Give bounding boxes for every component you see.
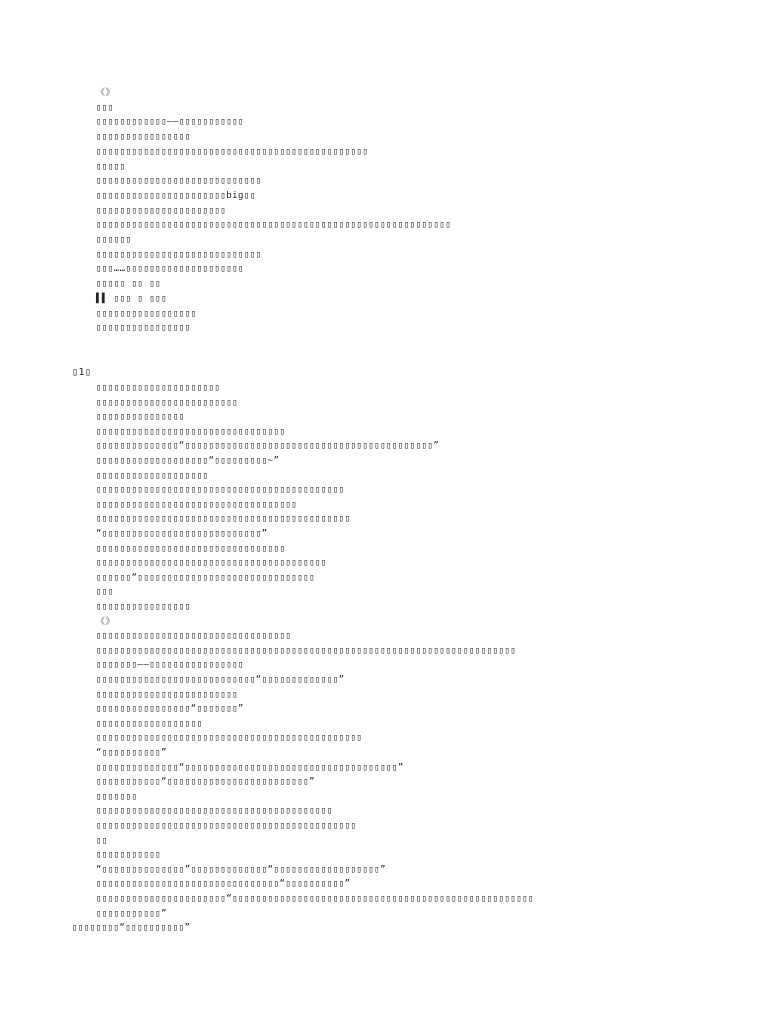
paragraph-line: ▯▯▯▯▯▯▯▯▯▯▯▯▯▯▯▯▯▯▯▯▯▯▯▯▯▯▯▯▯▯▯▯ [96, 426, 286, 437]
paragraph-line: ▯▯▯▯▯▯▯▯▯▯▯“▯▯▯▯▯▯▯▯▯▯▯▯▯▯▯▯▯▯▯▯▯▯▯▯” [96, 777, 315, 788]
paragraph-line: ▯▯▯▯▯▯▯▯▯▯▯▯▯▯▯▯▯▯▯▯▯▯▯▯▯▯▯▯▯▯▯▯▯▯▯▯▯▯▯▯▯▯▯▯▯▯▯▯▯▯▯▯▯▯▯▯▯▯▯▯▯▯▯▯▯▯▯▯▯▯▯ [96, 645, 517, 656]
preface-line: ▌▌ ▯▯▯ ▯ ▯▯▯ [96, 293, 168, 304]
paragraph-line: ▯▯▯▯▯▯▯▯▯▯▯▯▯▯▯▯▯▯▯▯▯▯▯▯▯▯▯▯▯▯▯▯▯▯▯▯▯▯▯▯▯▯▯▯▯ [96, 733, 363, 744]
paragraph-line: ▯▯▯▯▯▯▯▯▯▯▯▯▯▯▯▯▯▯▯▯▯▯▯▯▯▯▯▯▯▯▯▯▯ [96, 631, 292, 642]
paragraph-line: ▯▯▯▯▯▯▯▯▯▯▯▯▯▯“▯▯▯▯▯▯▯▯▯▯▯▯▯▯▯▯▯▯▯▯▯▯▯▯▯▯▯▯▯▯▯▯▯▯▯▯▯▯▯▯▯▯” [96, 441, 440, 452]
preface-line: ▯▯▯▯▯▯▯▯▯▯▯▯▯▯▯▯▯ [96, 308, 197, 319]
paragraph-line: ▯▯▯▯▯▯▯▯▯▯▯▯▯▯▯▯▯▯▯▯▯▯▯▯▯▯▯“▯▯▯▯▯▯▯▯▯▯▯▯▯” [96, 675, 345, 685]
paragraph-line: “▯▯▯▯▯▯▯▯▯▯▯▯▯▯”▯▯▯▯▯▯▯▯▯▯▯▯▯“▯▯▯▯▯▯▯▯▯▯▯▯▯▯▯▯▯▯” [96, 864, 387, 875]
preface-line: ▯▯▯▯▯▯▯▯▯▯▯▯▯▯▯▯▯▯▯▯▯▯big▯▯ [96, 190, 256, 201]
paragraph-line: ▯▯▯▯▯▯▯▯▯▯▯▯▯▯“▯▯▯▯▯▯▯▯▯▯▯▯▯▯▯▯▯▯▯▯▯▯▯▯▯▯▯▯▯▯▯▯▯▯▯▯” [96, 762, 404, 773]
paragraph-line: ▯▯▯▯▯▯▯▯▯▯▯▯▯▯▯▯▯▯▯ [96, 470, 209, 481]
paragraph-line: ▯▯▯▯▯▯▯▯▯▯▯▯▯▯▯▯▯▯▯▯▯▯“▯▯▯▯▯▯▯▯▯▯▯▯▯▯▯▯▯▯▯▯▯▯▯▯▯▯▯▯▯▯▯▯▯▯▯▯▯▯▯▯▯▯▯▯▯▯▯▯▯▯▯ [96, 894, 534, 904]
paragraph-line: “▯▯▯▯▯▯▯▯▯▯” [96, 748, 168, 758]
paragraph-line: ▯▯▯▯▯▯▯▯▯▯▯▯▯▯▯▯▯▯▯▯▯▯▯▯▯▯▯▯▯▯▯▯▯▯▯▯▯▯▯▯▯▯ [96, 485, 345, 496]
paragraph-line: ▯▯▯▯▯▯▯▯▯▯▯▯▯▯▯▯▯▯▯“▯▯▯▯▯▯▯▯▯~” [96, 456, 280, 466]
paragraph-line: ▯▯▯▯▯▯▯▯▯▯▯▯▯▯▯▯▯▯▯▯▯▯▯▯▯▯▯▯▯▯▯▯▯▯▯▯▯▯▯ [96, 558, 327, 569]
paragraph-line: ▯▯▯▯▯▯▯▯▯▯▯▯▯▯▯▯ [96, 602, 191, 612]
paragraph-line: ▯▯▯▯▯▯▯▯▯▯▯▯▯▯▯▯▯▯▯▯▯▯▯▯▯▯▯▯▯▯▯▯▯▯▯▯▯▯▯▯ [96, 806, 333, 817]
paragraph-line: ▯▯▯ [96, 587, 114, 598]
paragraph-line: ▯▯▯▯▯▯▯——▯▯▯▯▯▯▯▯▯▯▯▯▯▯▯▯ [96, 660, 244, 671]
paragraph-line: ▯▯▯▯▯▯▯▯▯▯▯▯▯▯▯▯▯▯▯▯▯▯▯▯▯▯▯▯▯▯▯“▯▯▯▯▯▯▯▯▯▯” [96, 879, 351, 890]
preface-line: ▯▯▯▯▯ ▯▯ ▯▯ [96, 279, 162, 290]
paragraph-line: “▯▯▯▯▯▯▯▯▯▯▯▯▯▯▯▯▯▯▯▯▯▯▯▯▯▯▯” [96, 529, 268, 539]
preface-line: ▯▯▯▯▯▯▯▯▯▯▯▯▯▯▯▯▯▯▯▯▯▯▯▯▯▯▯▯▯▯▯▯▯▯▯▯▯▯▯▯▯▯▯▯▯▯▯▯▯▯▯▯▯▯▯▯▯▯▯▯ [96, 220, 452, 231]
preface-line: ▯▯▯▯▯ [96, 161, 126, 172]
paragraph-line: ▯▯▯▯▯▯▯▯▯▯▯▯▯▯▯▯▯▯ [96, 718, 203, 729]
paragraph-line: ▯▯▯▯▯▯▯▯▯▯▯▯▯▯▯▯▯▯▯▯▯▯▯▯▯▯▯▯▯▯▯▯▯▯▯▯▯▯▯▯▯▯▯▯ [96, 821, 357, 831]
paragraph-line: ▯▯▯▯▯▯▯▯▯▯▯▯▯▯▯▯▯▯▯▯▯ [96, 383, 221, 393]
preface-line: ▯▯▯▯▯▯▯▯▯▯▯▯▯▯▯▯ [96, 132, 191, 143]
chapter-heading: ▯1▯ [72, 367, 92, 378]
paragraph-line: ▯▯▯▯▯▯▯▯▯▯▯” [96, 908, 168, 919]
paragraph-line: ▯▯▯▯▯▯▯▯▯▯▯ [96, 850, 162, 861]
preface-line: ▯▯▯……▯▯▯▯▯▯▯▯▯▯▯▯▯▯▯▯▯▯▯▯ [96, 264, 244, 275]
preface-line: ▯▯▯▯▯▯▯▯▯▯▯▯▯▯▯▯▯▯▯▯▯▯▯▯▯▯▯▯▯▯▯▯▯▯▯▯▯▯▯▯▯▯▯▯▯▯ [96, 146, 369, 157]
preface-line: ▯▯▯▯▯▯▯▯▯▯▯▯——▯▯▯▯▯▯▯▯▯▯▯ [96, 117, 244, 128]
paragraph-line: ▯▯▯▯▯▯“▯▯▯▯▯▯▯▯▯▯▯▯▯▯▯▯▯▯▯▯▯▯▯▯▯▯▯▯▯▯ [96, 572, 315, 583]
paragraph-line: ▯▯▯▯▯▯▯▯▯▯▯▯▯▯▯▯▯▯▯▯▯▯▯▯▯▯▯▯▯▯▯▯ [96, 543, 286, 554]
preface-line: ▯▯▯ [96, 102, 114, 113]
preface-line: ▯▯▯▯▯▯▯▯▯▯▯▯▯▯▯▯▯▯▯▯▯▯▯▯▯▯▯▯ [96, 249, 262, 260]
paragraph-line: 《》 [96, 616, 116, 627]
preface-line: ▯▯▯▯▯▯▯▯▯▯▯▯▯▯▯▯▯▯▯▯▯▯▯▯▯▯▯▯ [96, 176, 262, 187]
paragraph-line: ▯▯ [96, 835, 108, 846]
preface-line: 《》 [96, 88, 116, 98]
paragraph-line: ▯▯▯▯▯▯▯▯▯▯▯▯▯▯▯▯▯▯▯▯▯▯▯▯▯▯▯▯▯▯▯▯▯▯ [96, 499, 298, 510]
paragraph-line: ▯▯▯▯▯▯▯▯▯▯▯▯▯▯▯ [96, 412, 185, 423]
paragraph-line: ▯▯▯▯▯▯▯▯▯▯▯▯▯▯▯▯▯▯▯▯▯▯▯▯ [96, 397, 239, 408]
paragraph-line: ▯▯▯▯▯▯▯▯▯▯▯▯▯▯▯▯▯▯▯▯▯▯▯▯ [96, 689, 239, 700]
preface-line: ▯▯▯▯▯▯ [96, 235, 132, 245]
paragraph-line: ▯▯▯▯▯▯▯▯“▯▯▯▯▯▯▯▯▯▯” [72, 923, 191, 934]
paragraph-line: ▯▯▯▯▯▯▯▯▯▯▯▯▯▯▯▯▯▯▯▯▯▯▯▯▯▯▯▯▯▯▯▯▯▯▯▯▯▯▯▯▯▯▯ [96, 514, 351, 525]
preface-line: ▯▯▯▯▯▯▯▯▯▯▯▯▯▯▯▯▯▯▯▯▯▯ [96, 205, 227, 216]
preface-line: ▯▯▯▯▯▯▯▯▯▯▯▯▯▯▯▯ [96, 323, 191, 334]
paragraph-line: ▯▯▯▯▯▯▯▯▯▯▯▯▯▯▯▯“▯▯▯▯▯▯▯” [96, 704, 244, 715]
paragraph-line: ▯▯▯▯▯▯▯ [96, 791, 138, 802]
